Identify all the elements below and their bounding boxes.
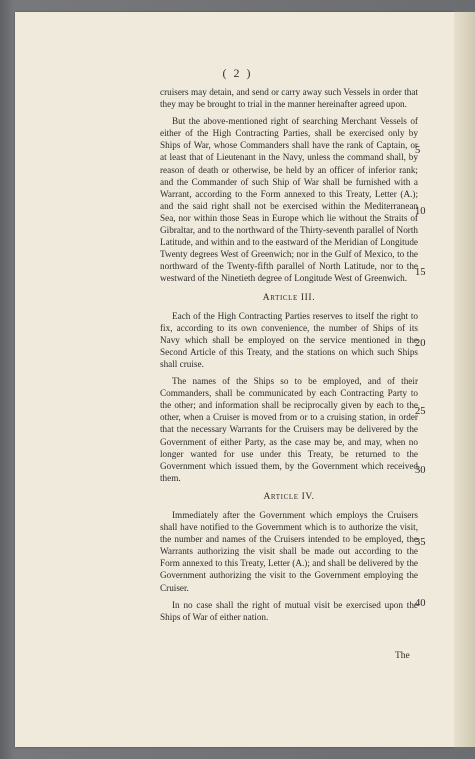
line-number-35: 35: [415, 537, 426, 548]
article-heading-iv: Article IV.: [263, 491, 315, 502]
paragraph-ships-of-war: In no case shall the right of mutual visit be exercised upon the Ships of War of either nation.: [160, 599, 418, 622]
paragraph-warrants: Immediately after the Government which employs the Cruisers shall have notified to the Government which is to authorize the visit, the number and names of the Cruisers intended to be employed, the Warrants authorizing the visit shall be made out according to the Form annexed to this Treaty, Letter (A.); and shall be delivered by the Government authorizing the visit to the Government employing the Cruiser.: [160, 510, 418, 593]
line-number-5: 5: [415, 145, 421, 156]
paragraph-search-right: But the above-mentioned right of searching Merchant Vessels of either of the High Contracting Parties, shall be exercised only by Ships of War, whose Commanders shall have the rank of Captain, or at least that of Lieutenant in the Navy, unless the command shall, by reason of death or otherwise, be held by an officer of inferior rank; and the Commander of such Ship of War shall be furnished with a Warrant, according to the Form annexed to this Treaty, Letter (A.); and the said right shall not be exercised within the Mediterranean Sea, nor within those Seas in Europe which lie without the Straits of Gibraltar, and to the northward of the Thirty-seventh parallel of North Latitude, and within and to the eastward of the Meridian of Longitude Twenty degrees West of Greenwich; nor in the Gulf of Mexico, to the northward of the Twenty-fifth parallel of North Latitude, nor to the westward of the Ninetieth degree of Longitude West of Greenwich.: [160, 116, 418, 284]
catchword: The: [395, 651, 410, 661]
line-number-10: 10: [415, 206, 426, 217]
paragraph-continuation: cruisers may detain, and send or carry away such Vessels in order that they may be brought to trial in the manner hereinafter agreed upon.: [160, 87, 418, 110]
article-heading-iii: Article III.: [262, 292, 316, 303]
line-number-30: 30: [415, 465, 426, 476]
line-number-15: 15: [415, 267, 426, 278]
line-number-40: 40: [415, 598, 426, 609]
paragraph-number-of-ships: Each of the High Contracting Parties reserves to itself the right to fix, according to its own convenience, the number of Ships of its Navy which shall be employed on the service mentioned in the Second Article of this Treaty, and the stations on which such Ships shall cruise.: [160, 310, 418, 369]
line-number-25: 25: [415, 406, 426, 417]
page-number: ( 2 ): [222, 66, 253, 80]
next-page-edge: [454, 12, 475, 747]
line-number-20: 20: [415, 338, 426, 349]
paragraph-names-of-ships: The names of the Ships so to be employed, and of their Commanders, shall be communicated by each Contracting Party to the other; and information shall be reciprocally given by each to the other, when a Cruiser is moved from or to a cruising station, in order that the necessary Warrants for the Cruisers may be delivered by the Government of either Party, as the case may be, and may, when no longer wanted for use under this Treaty, be returned to the Government which issued them, by the Government which received them.: [160, 376, 418, 483]
